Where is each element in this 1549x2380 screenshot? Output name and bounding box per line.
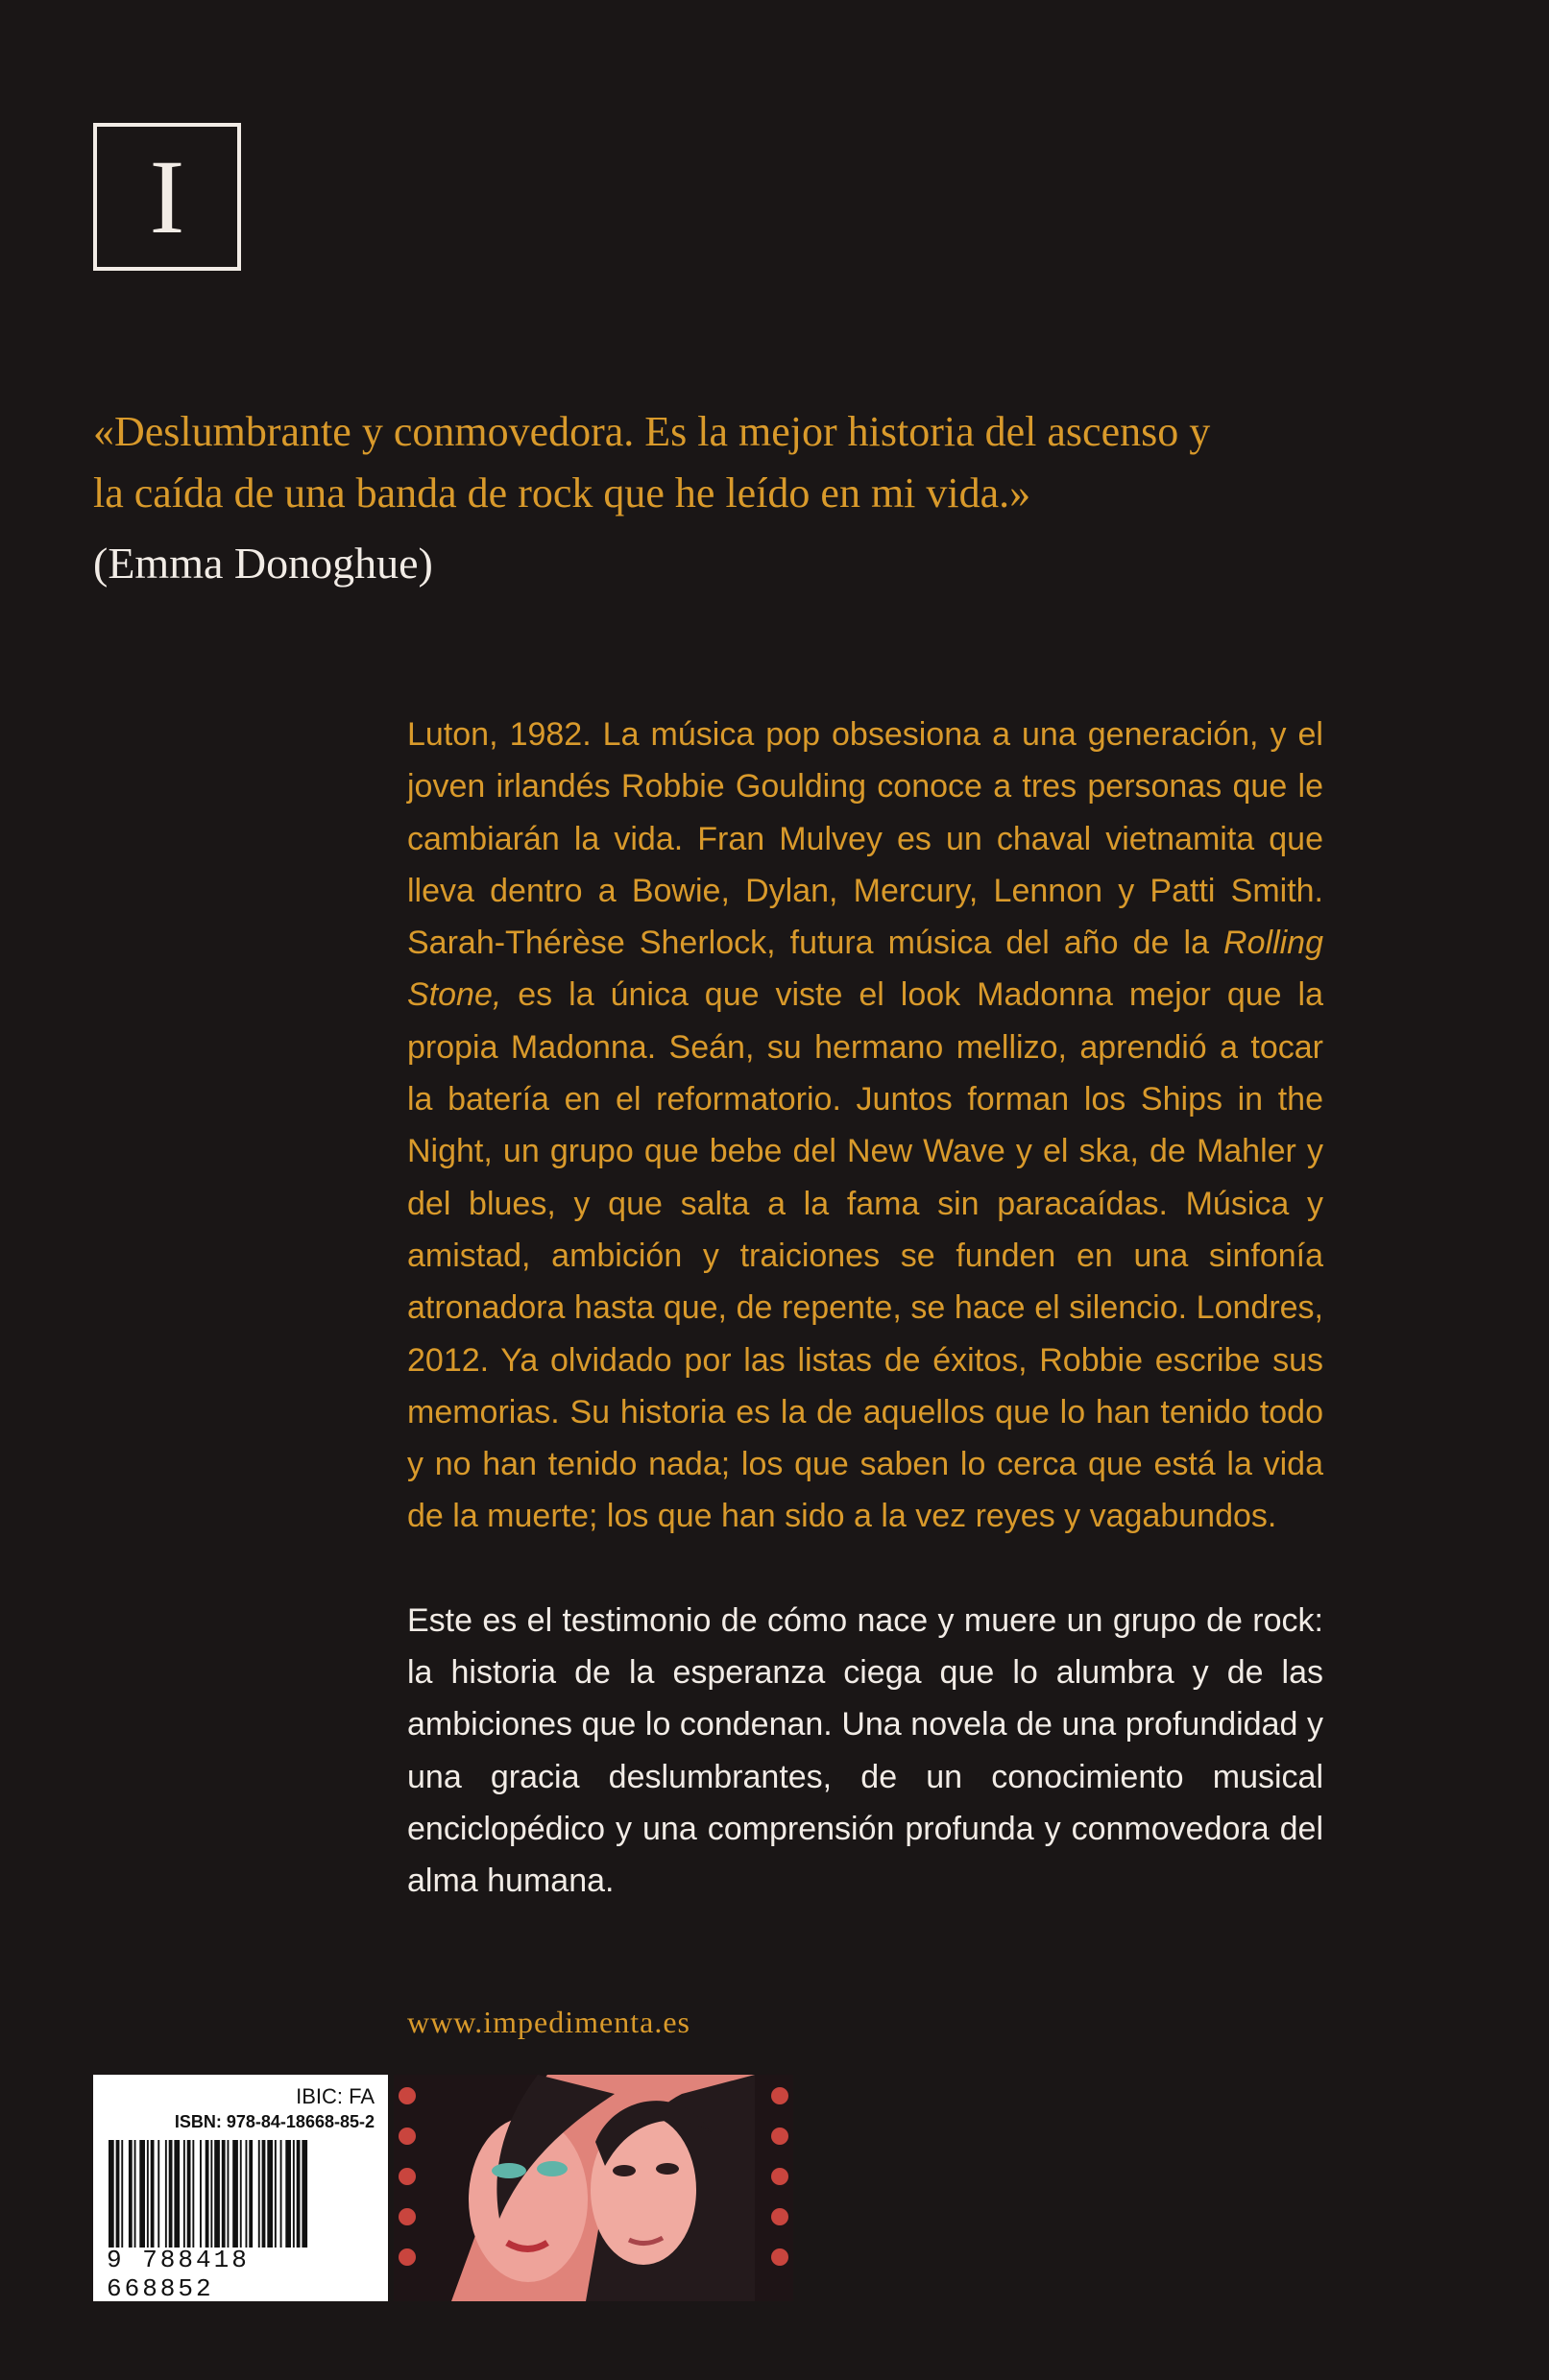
blurb-paragraph-1 bbox=[407, 709, 1323, 1543]
blurb bbox=[407, 709, 1323, 1908]
barcode-icon bbox=[107, 2140, 375, 2248]
blurb-p1-text-a: Luton, 1982. La música pop obsesiona a una generación, y el joven irlandés Robbie Goulding conoce a tres personas que le cambiarán la vida. Fran Mulvey es un chaval vietnamita que lleva dentro a Bowie, Dylan, Mercury, Lennon y Patti Smith. Sarah-Thérèse Sherlock, futura música del año de la bbox=[407, 716, 1323, 962]
website-link[interactable]: www.impedimenta.es bbox=[407, 2005, 690, 2039]
barcode-digits: 9 788418 668852 bbox=[107, 2246, 250, 2303]
quote bbox=[93, 401, 1399, 524]
publisher-logo-letter: I bbox=[149, 138, 185, 255]
quote-line-2: la caída de una banda de rock que he leído en mi vida.» bbox=[93, 469, 1031, 517]
blurb-paragraph-2: Este es el testimonio de cómo nace y muere un grupo de rock: la historia de la esperanza ciega que lo alumbra y de las ambiciones que lo condenan. Una novela de una profundidad y una gracia deslumbrantes, de un conocimiento musical enciclopédico y una comprensión profunda y conmovedora del alma humana. bbox=[407, 1601, 1323, 1900]
quote-author: (Emma Donoghue) bbox=[93, 539, 433, 588]
publisher-logo bbox=[93, 123, 241, 271]
barcode-panel bbox=[93, 2075, 388, 2301]
blurb-p1-text-b: es la única que viste el look Madonna mejor que la propia Madonna. Seán, su hermano mellizo, aprendió a tocar la batería en el reformatorio. Juntos forman los Ships in the Night, un grupo que bebe del New Wave y el ska, de Mahler y del blues, y que salta a la fama sin paracaídas. Música y amistad, ambición y traiciones se funden en una sinfonía atronadora hasta que, de repente, se hace el silencio. Londres, 2012. Ya olvidado por las listas de éxitos, Robbie escribe sus memorias. Su historia es la de aquellos que lo han tenido todo y no han tenido nada; los que saben lo cerca que está la vida de la muerte; los que han sido a la vez reyes y vagabundos. bbox=[407, 976, 1323, 1535]
ibic-code: IBIC: FA bbox=[296, 2084, 375, 2108]
blurb-p1-italic: Rolling Stone, bbox=[407, 925, 1323, 1014]
quote-line-1: «Deslumbrante y conmovedora. Es la mejor historia del ascenso y bbox=[93, 408, 1211, 455]
cover-photo-image bbox=[394, 2075, 793, 2301]
cover-photo bbox=[394, 2075, 793, 2301]
isbn-number: ISBN: 978-84-18668-85-2 bbox=[174, 2112, 375, 2131]
